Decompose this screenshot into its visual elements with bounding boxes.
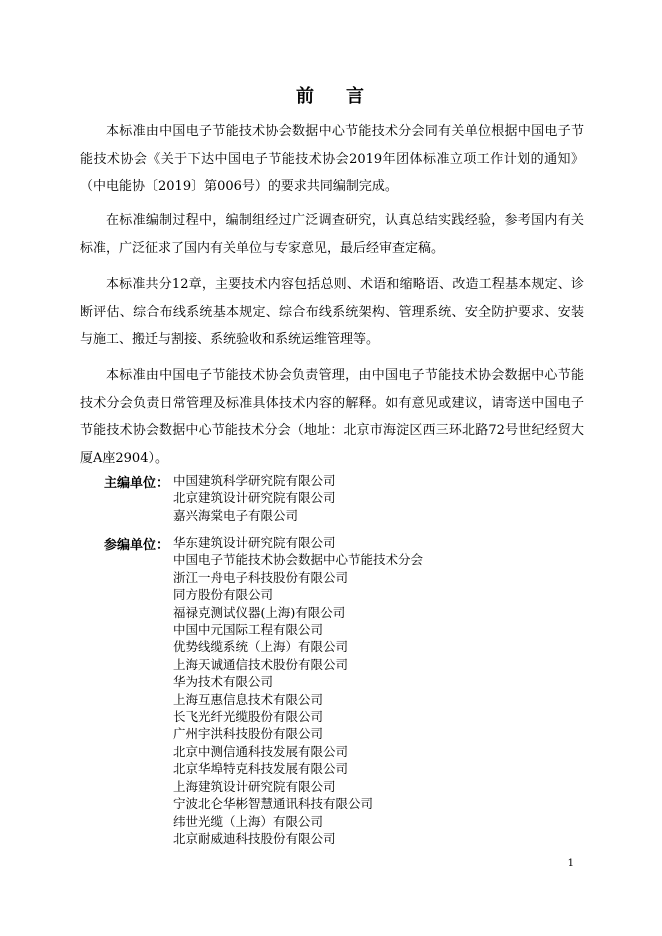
list-item: 福禄克测试仪器(上海)有限公司 [173,604,346,620]
list-item: 华为技术有限公司 [173,674,274,690]
title-char-1: 前 [296,86,316,107]
list-item: 北京华埠特克科技发展有限公司 [173,761,349,777]
list-item: 宁波北仑华彬智慧通讯科技有限公司 [173,796,374,812]
list-item: 华东建筑设计研究院有限公司 [173,535,336,550]
page-number: 1 [567,858,574,869]
title-char-2: 言 [346,86,366,107]
list-item: 同方股份有限公司 [173,587,274,603]
list-item: 嘉兴海棠电子有限公司 [173,507,299,523]
list-item: 优势线缆系统（上海）有限公司 [173,639,349,655]
page-title [0,82,662,108]
list-item: 长飞光纤光缆股份有限公司 [173,709,324,725]
paragraph-2: 在标准编制过程中，编制组经过广泛调查研究，认真总结实践经验，参考国内有关标准，广泛征求了国内有关单位与专家意见，最后经审查定稿。 [80,213,584,256]
list-item: 上海天诚通信技术股份有限公司 [173,656,349,672]
paragraph-4: 本标准由中国电子节能技术协会负责管理，由中国电子节能技术协会数据中心节能技术分会负责日常管理及标准具体技术内容的解释。如有意见或建议，请寄送中国电子节能技术协会数据中心节能技术分会（地址：北京市海淀区西三环北路72号世纪经贸大厦A座2904）。 [80,368,584,466]
list-item: 上海互惠信息技术有限公司 [173,691,324,707]
paragraph-3: 本标准共分12章，主要技术内容包括总则、术语和缩略语、改造工程基本规定、诊断评估、综合布线系统基本规定、综合布线系统架构、管理系统、安全防护要求、安装与施工、搬迁与割接、系统验收和系统运维管理等。 [80,277,584,347]
list-item: 纬世光缆（上海）有限公司 [173,813,324,829]
list-item: 中国中元国际工程有限公司 [173,622,324,638]
list-item: 上海建筑设计研究院有限公司 [173,778,336,794]
chief-editors-list [173,472,336,524]
list-item: 浙江一舟电子科技股份有限公司 [173,569,349,585]
list-item: 北京建筑设计研究院有限公司 [173,490,336,506]
list-item: 北京耐威迪科技股份有限公司 [173,830,336,846]
paragraph-1: 本标准由中国电子节能技术协会数据中心节能技术分会同有关单位根据中国电子节能技术协会《关于下达中国电子节能技术协会2019年团体标准立项工作计划的通知》（中电能协〔2019〕第006号）的要求共同编制完成。 [80,124,584,194]
list-item: 广州宇洪科技股份有限公司 [173,726,324,742]
participating-editors-label: 参编单位： [104,538,170,553]
list-item: 中国电子节能技术协会数据中心节能技术分会 [173,552,424,568]
chief-editors-label: 主编单位： [104,476,170,491]
participating-editors-list [173,534,423,847]
list-item: 北京中测信通科技发展有限公司 [173,743,349,759]
list-item: 中国建筑科学研究院有限公司 [173,473,336,488]
